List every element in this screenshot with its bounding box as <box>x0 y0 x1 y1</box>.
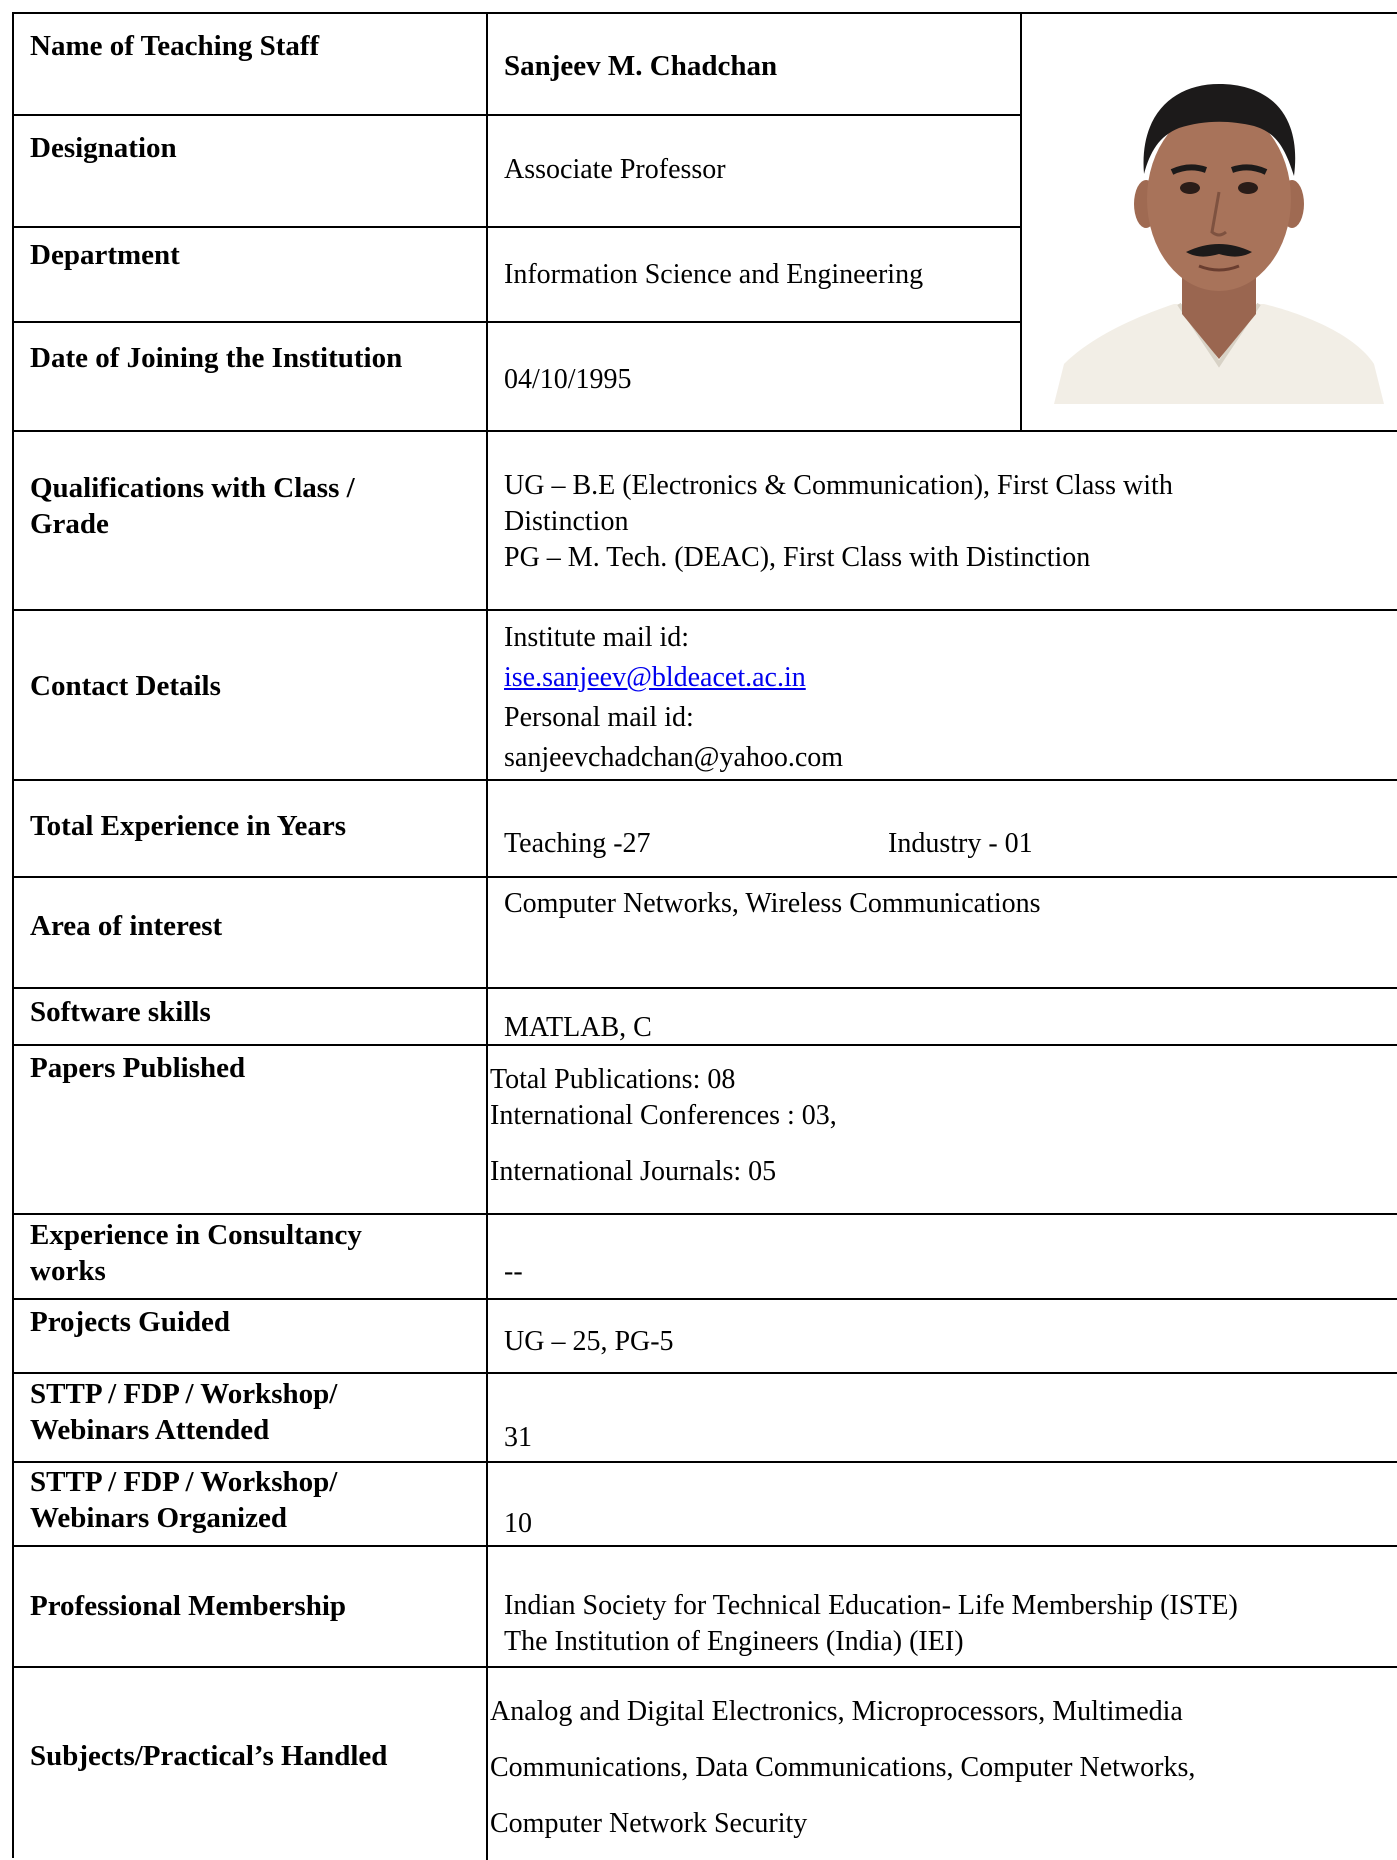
papers-conferences: International Conferences : 03, <box>490 1100 837 1131</box>
membership-iei: The Institution of Engineers (India) (IEI) <box>504 1626 964 1657</box>
value-professional-membership <box>504 1588 1238 1660</box>
label-designation: Designation <box>30 132 177 164</box>
row-divider <box>14 779 1397 781</box>
label-qualifications-line-1: Qualifications with Class / <box>30 472 355 504</box>
value-qualifications-line-1: UG – B.E (Electronics & Communication), First Class with <box>504 470 1173 501</box>
label-webinars-attended <box>30 1376 480 1448</box>
value-papers-published <box>490 1062 837 1190</box>
label-date-of-joining: Date of Joining the Institution <box>30 342 403 374</box>
label-area-of-interest: Area of interest <box>30 910 223 942</box>
subjects-line-1: Analog and Digital Electronics, Microprocessors, Multimedia <box>490 1696 1183 1727</box>
row-divider <box>488 114 1022 116</box>
label-projects-guided: Projects Guided <box>30 1306 231 1338</box>
row-divider <box>14 1372 1397 1374</box>
label-attended-line-1: STTP / FDP / Workshop/ <box>30 1378 338 1410</box>
row-divider <box>14 226 1022 228</box>
label-qualifications <box>30 470 480 542</box>
papers-total: Total Publications: 08 <box>490 1064 736 1095</box>
value-experience-industry: Industry - 01 <box>888 828 1033 859</box>
label-papers-published: Papers Published <box>30 1052 246 1084</box>
label-consultancy-line-1: Experience in Consultancy <box>30 1219 362 1251</box>
row-divider <box>14 1666 1397 1668</box>
row-divider <box>14 1044 1397 1046</box>
contact-personal-label: Personal mail id: <box>504 702 694 733</box>
subjects-line-2: Communications, Data Communications, Computer Networks, <box>490 1752 1196 1783</box>
value-area-of-interest: Computer Networks, Wireless Communications <box>504 888 1041 919</box>
label-consultancy-line-2: works <box>30 1255 106 1287</box>
label-total-experience: Total Experience in Years <box>30 810 347 842</box>
row-divider <box>14 1461 1397 1463</box>
label-software-skills: Software skills <box>30 996 211 1028</box>
row-divider <box>14 430 1397 432</box>
label-attended-line-2: Webinars Attended <box>30 1414 270 1446</box>
row-divider <box>14 1545 1397 1547</box>
institute-email-link[interactable]: ise.sanjeev@bldeacet.ac.in <box>504 662 806 693</box>
membership-iste: Indian Society for Technical Education- Life Membership (ISTE) <box>504 1590 1238 1621</box>
row-divider <box>14 321 1022 323</box>
personal-email: sanjeevchadchan@yahoo.com <box>504 742 844 773</box>
label-organized-line-2: Webinars Organized <box>30 1502 287 1534</box>
row-divider <box>14 114 488 116</box>
label-consultancy <box>30 1217 480 1289</box>
value-contact-details <box>504 618 843 778</box>
value-experience-teaching: Teaching -27 <box>504 828 651 859</box>
person-portrait-icon <box>1054 64 1384 404</box>
label-subjects-handled: Subjects/Practical’s Handled <box>30 1740 388 1772</box>
row-divider <box>14 1213 1397 1215</box>
subjects-line-3: Computer Network Security <box>490 1808 808 1839</box>
row-divider <box>14 987 1397 989</box>
label-contact-details: Contact Details <box>30 670 221 702</box>
value-subjects-handled <box>490 1684 1195 1852</box>
value-designation: Associate Professor <box>504 154 726 185</box>
value-date-of-joining: 04/10/1995 <box>504 364 632 395</box>
faculty-profile-table <box>12 12 1397 1858</box>
column-divider <box>1020 14 1022 432</box>
value-projects-guided: UG – 25, PG-5 <box>504 1326 674 1357</box>
value-consultancy: -- <box>504 1256 523 1287</box>
value-qualifications-line-3: PG – M. Tech. (DEAC), First Class with Distinction <box>504 542 1091 573</box>
value-department: Information Science and Engineering <box>504 259 924 290</box>
row-divider <box>14 876 1397 878</box>
label-name: Name of Teaching Staff <box>30 30 320 62</box>
label-webinars-organized <box>30 1464 480 1536</box>
value-qualifications <box>504 468 1173 576</box>
column-divider <box>486 14 488 1860</box>
value-qualifications-line-2: Distinction <box>504 506 629 537</box>
value-name: Sanjeev M. Chadchan <box>504 50 778 82</box>
row-divider <box>14 609 1397 611</box>
value-webinars-organized: 10 <box>504 1508 532 1539</box>
papers-journals: International Journals: 05 <box>490 1156 777 1187</box>
value-webinars-attended: 31 <box>504 1422 532 1453</box>
label-department: Department <box>30 239 180 271</box>
row-divider <box>14 1298 1397 1300</box>
contact-institute-label: Institute mail id: <box>504 622 690 653</box>
label-qualifications-line-2: Grade <box>30 508 109 540</box>
label-organized-line-1: STTP / FDP / Workshop/ <box>30 1466 338 1498</box>
label-professional-membership: Professional Membership <box>30 1590 347 1622</box>
value-software-skills: MATLAB, C <box>504 1012 652 1043</box>
